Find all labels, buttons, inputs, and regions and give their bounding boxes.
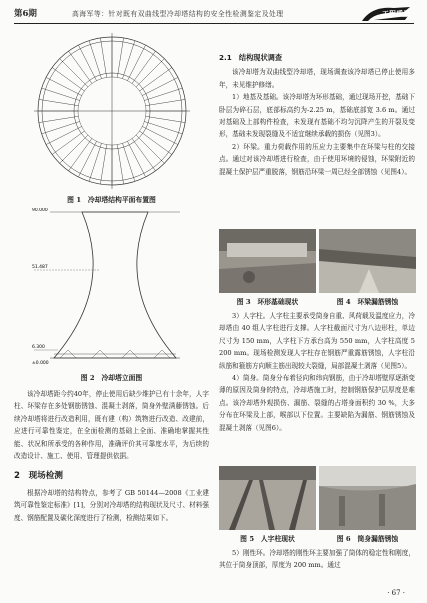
figure3-caption: 图 3 环形基础现状 [236, 298, 299, 306]
plan-radial-line [127, 45, 145, 81]
plan-radial-line [132, 51, 156, 83]
elev-low-label: 6.300 [32, 345, 45, 350]
right-paragraph-2: 1）地基及基础。该冷却塔为环形基础，通过现场开挖，基础下卧层为碎石层，底部标高约为-2.25 m，基础底部宽 3.6 m。通过对基础及上部构件检查，未发现有基础不均匀沉降产生的开裂及变形，基础未发现裂缝及不适宜继续承载的损伤（见图3）。 [219, 93, 415, 139]
figure5-caption: 图 5 人字柱现状 [240, 535, 295, 543]
figure4-caption: 图 4 环梁漏筋锈蚀 [336, 298, 399, 306]
plan-radial-line [123, 143, 135, 181]
left-column [14, 388, 209, 524]
plan-radial-line [144, 88, 182, 100]
plan-radial-line [46, 77, 82, 95]
figure5-photo [219, 466, 316, 530]
right-paragraph-3: 2）环梁。重力荷载作用的压应力主要集中在环梁与柱的交接点。通过对该冷却塔进行检查，由于使用环境的侵蚀，环梁附近的混凝土保护层严重脱落，钢筋沿环梁一周已经全部锈蚀（见图4）。 [219, 142, 415, 176]
running-title: 高海军等：针对既有双曲线型冷却塔结构的安全性检测鉴定及处理 [72, 10, 284, 18]
plan-radial-line [78, 45, 96, 81]
right-column-top [219, 52, 415, 178]
plan-radial-line [123, 41, 135, 79]
left-paragraph-1: 该冷却塔距今约40年，停止使用后缺少维护已有十余年，人字柱、环梁存在多处钢筋锈蚀、混凝土剥落，筒身外壁满藤锈蚀。后续冷却塔将进行改造利用，既有建（构）筑物进行改造、改建前，应进行可靠性鉴定，在全面检测的基础上全面、准确地掌握其性能、状况和所承受的各种作用，准确评价其可靠度水平，为后续的改造设计、施工、使用、管理提供依据。 [14, 390, 209, 461]
section-2-heading: 2 现场检测 [14, 471, 63, 482]
plan-radial-line [140, 68, 172, 92]
issue-number: 第6期 [14, 9, 37, 19]
plan-radial-line [39, 116, 79, 122]
plan-radial-line [78, 141, 96, 177]
plan-radial-line [60, 135, 88, 163]
figure6-photo [319, 466, 416, 530]
plan-radial-line [60, 59, 88, 87]
right-paragraph-5: 4）筒身。筒身分布着径向和纬向钢筋，由于冷却塔壁厚逐渐变薄的原因及筒身的特点，冷却塔施工时，控制钢筋保护层厚度是难点。该冷却塔外观损伤、漏筋、裂缝的占塔身面积约 30 %，大多分布在环梁及上部，喉部以下位置。主要缺陷为漏筋、钢筋锈蚀及混凝土剥落（见图6）。 [219, 374, 415, 432]
plan-radial-line [136, 135, 164, 163]
plan-radial-line [52, 68, 84, 92]
figure1-caption: 图 1 冷却塔结构平面布置图 [67, 196, 156, 204]
plan-radial-line [69, 139, 93, 171]
left-paragraph-2: 根据冷却塔的结构特点，参考了 GB 50144—2008《工业建筑可靠性鉴定标准》[1]，分别对冷却塔的结构现状及尺寸、材料强度、钢筋配置及碳化深度进行了检测，检测结果如下。 [14, 488, 209, 522]
plan-radial-line [52, 131, 84, 155]
figure1-plan-drawing [32, 31, 192, 191]
elev-mid-label: 51.487 [32, 265, 48, 270]
plan-radial-line [136, 59, 164, 87]
plan-radial-line [69, 51, 93, 83]
plan-radial-line [42, 88, 80, 100]
elev-top-label: 90.000 [32, 208, 48, 213]
page-header [14, 4, 414, 26]
plan-radial-line [132, 139, 156, 171]
figure4-photo [319, 229, 416, 293]
plan-radial-line [127, 141, 145, 177]
plan-radial-line [89, 41, 101, 79]
plan-radial-line [39, 99, 79, 105]
plan-radial-line [142, 126, 178, 144]
plan-radial-line [117, 38, 123, 78]
page-number: · 67 · [387, 589, 405, 597]
figure2-elevation-drawing [30, 208, 200, 368]
plan-radial-line [146, 99, 186, 105]
plan-radial-line [100, 145, 106, 185]
plan-radial-line [100, 38, 106, 78]
plan-radial-line [146, 116, 186, 122]
journal-logo [358, 4, 414, 24]
right-paragraph-1: 该冷却塔为双曲线型冷却塔，现场调查该冷却塔已停止使用多年，未见维护修缮。 [219, 68, 415, 89]
plan-radial-line [142, 77, 178, 95]
plan-radial-line [89, 143, 101, 181]
figure2-caption: 图 2 冷却塔立面图 [80, 374, 143, 382]
plan-radial-line [117, 145, 123, 185]
logo-text: 工程质量 [382, 10, 410, 18]
elev-base-label: ±0.000 [32, 361, 49, 366]
plan-radial-line [144, 122, 182, 134]
plan-radial-line [46, 126, 82, 144]
subsection-2-1-heading: 2.1 结构现状调查 [219, 53, 283, 62]
header-rule [14, 23, 414, 24]
figure6-caption: 图 6 筒身漏筋锈蚀 [336, 535, 399, 543]
plan-radial-line [42, 122, 80, 134]
right-column-middle [219, 310, 415, 434]
right-column-bottom [219, 547, 415, 572]
plan-radial-line [140, 131, 172, 155]
right-paragraph-6: 5）刚性环。冷却塔的刚性环主要加强了筒体的稳定性和刚度，其位于筒身顶部，厚度为 200 mm。通过 [219, 549, 415, 570]
right-paragraph-4: 3）人字柱。人字柱主要承受筒身自重、风荷载及温度应力，冷却塔由 40 组人字柱进行支撑。人字柱截面尺寸为八边形柱，单边尺寸为 150 mm，人字柱下方承台高为 550 mm，人字柱高度 5 200 mm。现场检测发现人字柱存在钢筋严重露筋锈蚀，人字柱沿纵筋和箍筋方向顺主筋出现较大裂缝，局部混凝土剥落（见图5）。 [219, 312, 415, 370]
figure3-photo [219, 229, 316, 293]
